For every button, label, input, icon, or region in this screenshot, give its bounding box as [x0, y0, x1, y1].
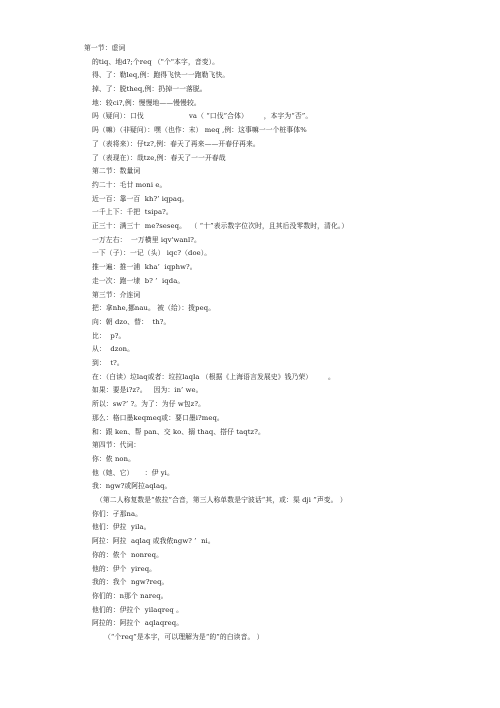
text-line: 一下（子）：一记（头） iqc?（doe）。 [92, 249, 212, 257]
text-line: 如果：要是i?z?。 因为：in’ wе。 [92, 386, 203, 394]
text-line: 把：拿nhe,挪nau。 被（给）：拨peq。 [92, 304, 216, 312]
text-line: （第二人称复数是“侬拉”合音，第三人称单数是宁波话“其，或：渠 dji ”声变。 ） [96, 496, 347, 504]
text-line: 约二十：毛廿 moni e。 [92, 181, 167, 189]
section-heading-2: 第二节：数量词 [92, 167, 141, 175]
text-line: 比： p?。 [92, 332, 126, 340]
text-line: 了（表现在）：哉tze,例：春天了一一开春哉 [92, 154, 226, 162]
text-line: 走一次：跑一埭 b? ’ iqda。 [92, 277, 185, 285]
text-line: 向：朝 dzo、替： th?。 [92, 318, 171, 326]
text-line: 正三十：满三十 me?seseq。 （ “十”表示数字位次时，且其后没零数时，清化。） [92, 222, 349, 230]
text-line: 他们：伊拉 yila。 [92, 523, 151, 531]
section-heading-3: 第三节：介连词 [92, 291, 141, 299]
text-line: 你：侬 non。 [92, 455, 135, 463]
text-line: 你的：侬个 nonreq。 [92, 551, 163, 559]
section-heading-1: 第一节：虚词 [84, 44, 126, 52]
text-line: 他们的：伊拉个 yilaqreq 。 [92, 606, 183, 614]
text-line: 从： dzon。 [92, 345, 135, 353]
text-line: 得、了：勒leq,例：跑得飞快一一跑勒飞快。 [92, 71, 230, 79]
section-heading-4: 第四节：代词： [92, 441, 141, 449]
text-line: 你们的：n那个 nareq。 [92, 592, 168, 600]
text-line: 推一遍：推一浦 kha’ iqphw?。 [92, 263, 197, 271]
text-line: 到： t?。 [92, 359, 124, 367]
text-line: 他（她、它） ：伊 yi。 [92, 469, 174, 477]
text-line: 的tiq、地d?;个req （"个"本字，音变）。 [92, 58, 220, 66]
text-line: 吗（嘛）（非疑问）：嘿（也作：末） meq ,例：这事嘛一一个桩事体% [92, 126, 307, 134]
text-line: 你们：孑那na。 [92, 510, 143, 518]
text-line: （“个req”是本字，可以理解为是“的”的白读音。 ） [104, 633, 264, 641]
text-line: 近一百：靠一百 kh?’ iqpaq。 [92, 195, 189, 203]
text-line: 我的：我个 ngw?req。 [92, 578, 169, 586]
text-line: 了（表将来）：仔tz?,例：春天了再来——开春仔再来。 [92, 140, 260, 148]
text-line: 掉、了：脱theq,例：扔掉一一落脱。 [92, 85, 207, 93]
text-line: 一万左右： 一万横里 iqv'wanl?。 [92, 236, 201, 244]
text-line: 一千上下：千把 tsipa?。 [92, 208, 173, 216]
text-line: 和：跟 ken、帮 pan、交 ko、搦 thaq、搭仔 taqtz?。 [92, 428, 265, 436]
text-line: 阿拉的：阿拉个 aqlaqreq。 [92, 619, 184, 627]
text-line: 地：较ci?,例：慢慢地——慢慢较。 [92, 99, 201, 107]
text-line: 阿拉：阿拉 aqlaq 或我侬ngw? ’ ni。 [92, 537, 215, 545]
text-line: 他的：伊个 yireq。 [92, 565, 157, 573]
text-line: 吗（疑问）：口伐 va（ “口伐”合体） ，本字为“否”。 [92, 112, 313, 120]
text-line: 我：ngw?或阿拉aqlaq。 [92, 482, 172, 490]
text-line: 所以：sw?’ ?。为了：为仔 w包z?。 [92, 400, 205, 408]
text-line: 在：（白读）垃laq或者：垃拉laqla （根据《上海语言发展史》钱乃荣） 。 [92, 373, 335, 381]
text-line: 那么：格口墨keqmeq或：要口墨i?meq。 [92, 414, 224, 422]
